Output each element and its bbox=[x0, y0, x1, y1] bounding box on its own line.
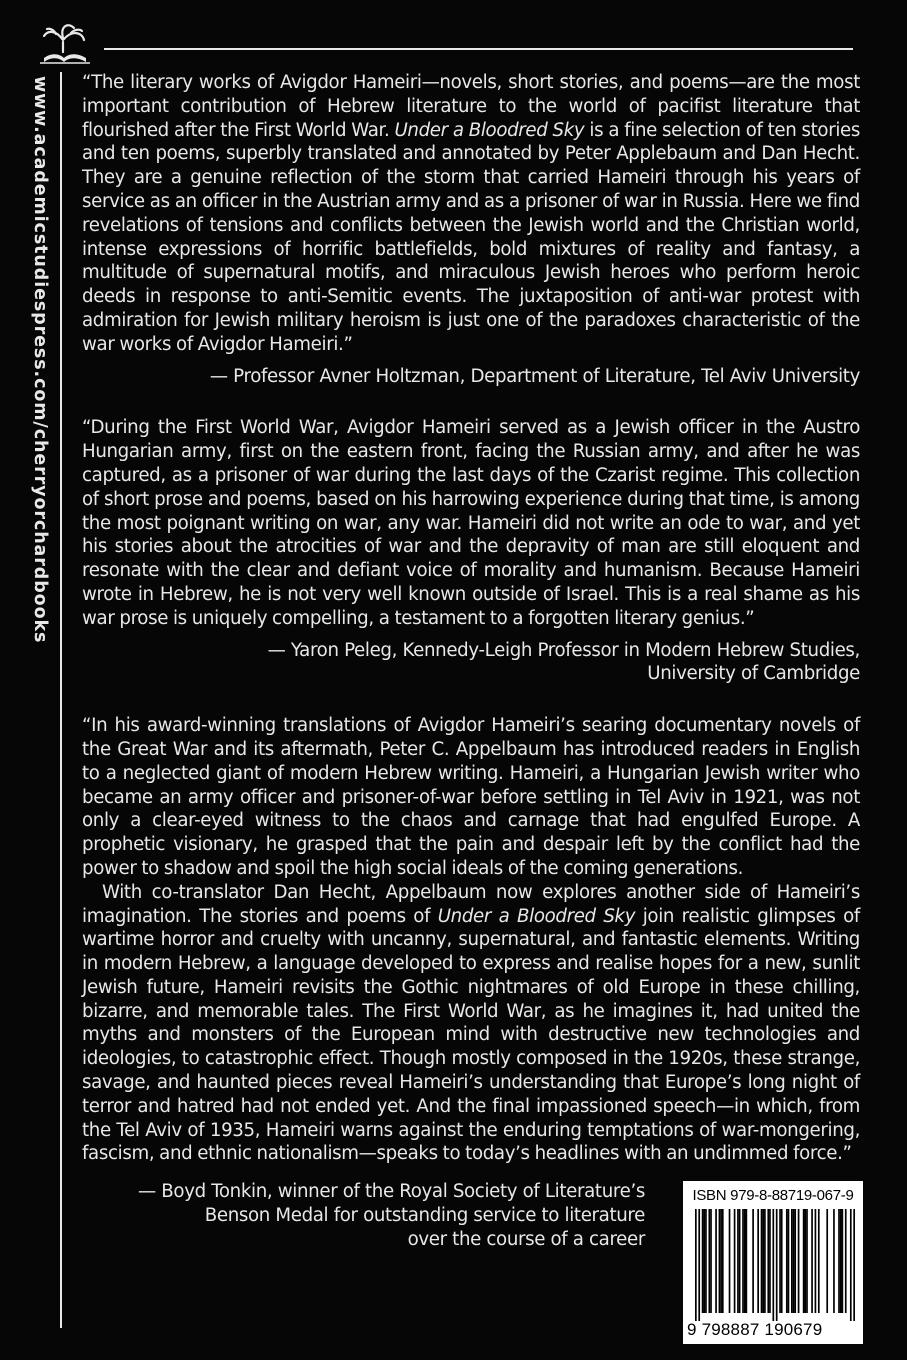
barcode-bar bbox=[767, 1209, 769, 1313]
barcode-bar bbox=[793, 1209, 795, 1313]
barcode-bar bbox=[715, 1209, 717, 1313]
barcode-bar bbox=[742, 1209, 744, 1313]
barcode-bar bbox=[703, 1209, 705, 1313]
barcode-bar bbox=[746, 1209, 748, 1313]
blurb-text-second-paragraph: With co-translator Dan Hecht, Appelbaum now explores another side of Hameiri’s imagination. The stories and poems of Under a Bloodred Sky join realistic glimpses of wartime horror and cruelty with uncanny, supernatural, and fantastic elements. Writing in modern Hebrew, a language developed to express and realise hopes for a new, sunlit Jewish future, Hameiri revisits the Gothic nightmares of old Europe in these chilling, bizarre, and memorable tales. The First World War, as he imagines it, had united the myths and monsters of the European mind with destructive new technologies and ideologies, to catastrophic effect. Though mostly composed in the 1920s, these strange, savage, and haunted pieces reveal Hameiri’s understanding that Europe’s long night of terror and hatred had not ended yet. And the final impassioned speech—in which, from the Tel Aviv of 1935, Hameiri warns against the enduring temptations of war-mongering, fascism, and ethnic nationalism—speaks to today’s headlines with an undimmed force.” bbox=[82, 881, 860, 1165]
barcode-bar bbox=[772, 1209, 774, 1321]
barcode-bar bbox=[757, 1209, 759, 1313]
side-divider bbox=[60, 72, 62, 1328]
barcode-bar bbox=[702, 1209, 704, 1313]
barcode-bar bbox=[804, 1209, 806, 1313]
barcode-bar bbox=[722, 1209, 724, 1313]
barcode-bar bbox=[845, 1209, 847, 1313]
blurb-tonkin bbox=[82, 714, 860, 1166]
barcode-bar bbox=[850, 1209, 852, 1321]
blurb-attribution: — Professor Avner Holtzman, Department of Literature, Tel Aviv University bbox=[209, 365, 860, 387]
blurb-attribution: — Yaron Peleg, Kennedy-Leigh Professor in Modern Hebrew Studies, University of Cambridge bbox=[267, 639, 860, 685]
barcode-bar bbox=[840, 1209, 842, 1313]
barcode-bar bbox=[853, 1209, 855, 1321]
barcode-bar bbox=[734, 1209, 736, 1313]
barcode-bar bbox=[798, 1209, 800, 1313]
barcode-bar bbox=[779, 1209, 781, 1313]
barcode-bars bbox=[695, 1209, 855, 1321]
isbn-digits: 9 798887 190679 bbox=[687, 1320, 823, 1339]
barcode-bar bbox=[698, 1209, 700, 1321]
publisher-website: www.academicstudiespress.com/cherryorchardbooks bbox=[30, 76, 50, 644]
barcode-bar bbox=[769, 1209, 771, 1313]
blurb-holtzman bbox=[82, 71, 860, 388]
barcode-bar bbox=[788, 1209, 790, 1313]
barcode-bar bbox=[761, 1209, 763, 1313]
barcode-bar bbox=[818, 1209, 820, 1313]
barcode-bar bbox=[826, 1209, 828, 1313]
blurb-text: “The literary works of Avigdor Hameiri—novels, short stories, and poems—are the most important contribution of Hebrew literature to the world of pacifist literature that flourished after the First World War. Under a Bloodred Sky is a fine selection of ten stories and ten poems, superbly translated and annotated by Peter Applebaum and Dan Hecht. They are a genuine reflection of the storm that carried Hameiri through his years of service as an officer in the Austrian army and as a prisoner of war in Russia. Here we find revelations of tensions and conflicts between the Jewish world and the Christian world, intense expressions of horrific battlefields, bold mixtures of reality and fantasy, a multitude of supernatural motifs, and miraculous Jewish heroes who perform heroic deeds in response to anti-Semitic events. The juxtaposition of anti-war protest with admiration for Jewish military heroism is just one of the paradoxes characteristic of the war works of Avigdor Hameiri.” bbox=[82, 72, 860, 355]
barcode-bar bbox=[737, 1209, 739, 1313]
publisher-logo-icon bbox=[30, 18, 100, 68]
barcode-bar bbox=[695, 1209, 697, 1321]
top-divider bbox=[104, 48, 853, 50]
blurbs-column bbox=[82, 71, 860, 1166]
barcode-bar bbox=[705, 1209, 707, 1313]
barcode-bar bbox=[806, 1209, 808, 1313]
barcode-bar bbox=[842, 1209, 844, 1313]
barcode-bar bbox=[710, 1209, 712, 1313]
isbn-barcode bbox=[683, 1181, 863, 1344]
barcode-bar bbox=[708, 1209, 710, 1313]
barcode-bar bbox=[739, 1209, 741, 1313]
barcode-bar bbox=[811, 1209, 813, 1313]
barcode-bar bbox=[791, 1209, 793, 1313]
barcode-bar bbox=[744, 1209, 746, 1313]
blurb-text: “During the First World War, Avigdor Hameiri served as a Jewish officer in the Austro Hungarian army, first on the eastern front, facing the Russian army, and after he was captured, as a prisoner of war during the last days of the Czarist regime. This collection of short prose and poems, based on his harrowing experience during that time, is among the most poignant writing on war, any war. Hameiri did not write an ode to war, and yet his stories about the atrocities of war and the depravity of man are still eloquent and resonate with the clear and defiant voice of morality and humanism. Because Hameiri wrote in Hebrew, he is not very well known outside of Israel. This is a real shame as his war prose is uniquely compelling, a testament to a forgotten literary genius.” bbox=[82, 417, 860, 629]
isbn-label: ISBN 979-8-88719-067-9 bbox=[692, 1187, 854, 1204]
blurb-peleg bbox=[82, 416, 860, 686]
barcode-bar bbox=[781, 1209, 783, 1313]
barcode-bar bbox=[762, 1209, 764, 1313]
blurb-attribution-tonkin: — Boyd Tonkin, winner of the Royal Society of Literature’s Benson Medal for outstanding service to literature over the course of a career bbox=[138, 1181, 645, 1250]
barcode-bar bbox=[838, 1209, 840, 1313]
blurb-text: “In his award-winning translations of Avigdor Hameiri’s searing documentary novels of the Great War and its aftermath, Peter C. Appelbaum has introduced readers in English to a neglected giant of modern Hebrew writing. Hameiri, a Hungarian Jewish writer who became an army officer and prisoner-of-war before settling in Tel Aviv in 1921, was not only a clear-eyed witness to the chaos and carnage that had engulfed Europe. A prophetic visionary, he grasped that the pain and despair left by the conflict had the power to shadow and spoil the high social ideals of the coming generations. bbox=[82, 715, 860, 879]
barcode-bar bbox=[833, 1209, 835, 1313]
barcode-bar bbox=[764, 1209, 766, 1313]
barcode-bar bbox=[794, 1209, 796, 1313]
barcode-bar bbox=[752, 1209, 754, 1313]
barcode-bar bbox=[786, 1209, 788, 1313]
barcode-bar bbox=[719, 1209, 721, 1313]
barcode-bar bbox=[720, 1209, 722, 1313]
barcode-bar bbox=[729, 1209, 731, 1313]
barcode-bar bbox=[815, 1209, 817, 1313]
barcode-bar bbox=[776, 1209, 778, 1321]
barcode-bar bbox=[803, 1209, 805, 1313]
